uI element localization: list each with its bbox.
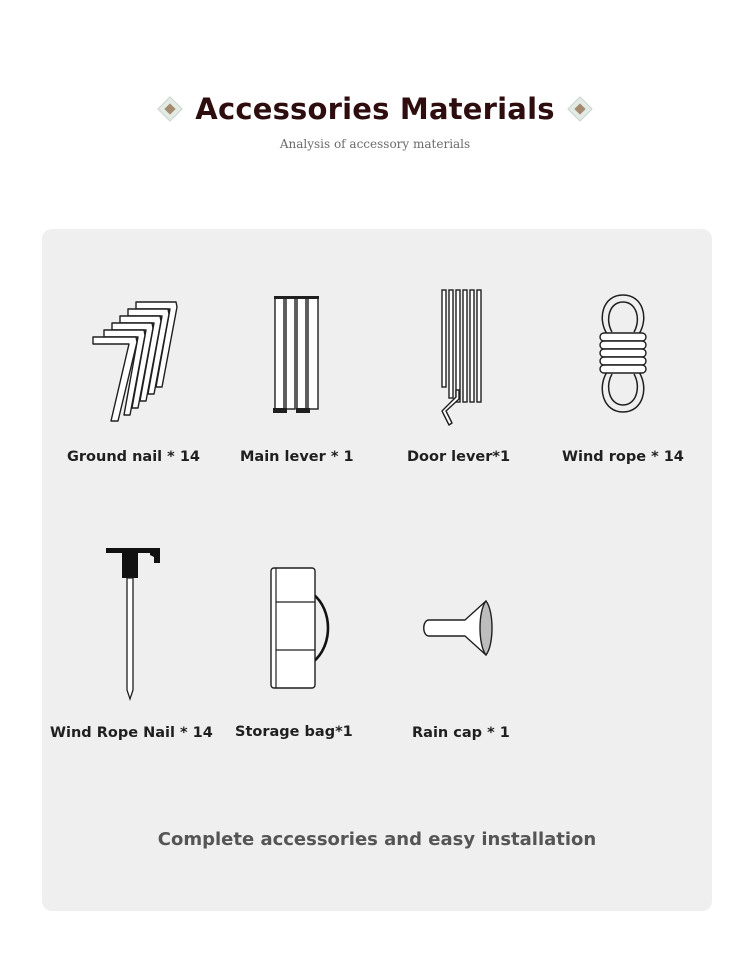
coiled-rope-icon bbox=[595, 292, 651, 416]
title-row bbox=[0, 86, 750, 132]
accessory-rain-cap bbox=[420, 599, 496, 657]
storage-bag-icon bbox=[269, 566, 331, 692]
accessory-main-lever bbox=[270, 294, 326, 418]
accessory-ground-nail bbox=[90, 299, 184, 424]
accessory-wind-rope-nail bbox=[104, 545, 162, 703]
page-subtitle: Analysis of accessory materials bbox=[279, 137, 471, 151]
rain-cap-icon bbox=[420, 599, 496, 657]
door-pole-icon bbox=[436, 287, 488, 427]
accessory-door-lever bbox=[436, 287, 488, 427]
diamond-ornament-icon bbox=[567, 96, 592, 121]
item-label: Door lever*1 bbox=[407, 449, 511, 465]
accessory-wind-rope bbox=[595, 292, 651, 416]
footer-caption: Complete accessories and easy installation bbox=[157, 829, 597, 850]
tent-stake-icon bbox=[104, 545, 162, 703]
item-label: Wind rope * 14 bbox=[562, 449, 684, 465]
item-label: Ground nail * 14 bbox=[67, 449, 200, 465]
page-title: Accessories Materials bbox=[195, 92, 555, 126]
diamond-ornament-icon bbox=[158, 96, 183, 121]
page-header bbox=[0, 0, 750, 200]
item-label: Wind Rope Nail * 14 bbox=[50, 725, 213, 741]
item-label: Rain cap * 1 bbox=[412, 725, 510, 741]
pole-bundle-icon bbox=[270, 294, 326, 418]
item-label: Storage bag*1 bbox=[235, 724, 353, 740]
accessory-storage-bag bbox=[269, 566, 331, 692]
allen-key-set-icon bbox=[90, 299, 184, 424]
accessories-panel bbox=[42, 229, 712, 911]
item-label: Main lever * 1 bbox=[240, 449, 354, 465]
